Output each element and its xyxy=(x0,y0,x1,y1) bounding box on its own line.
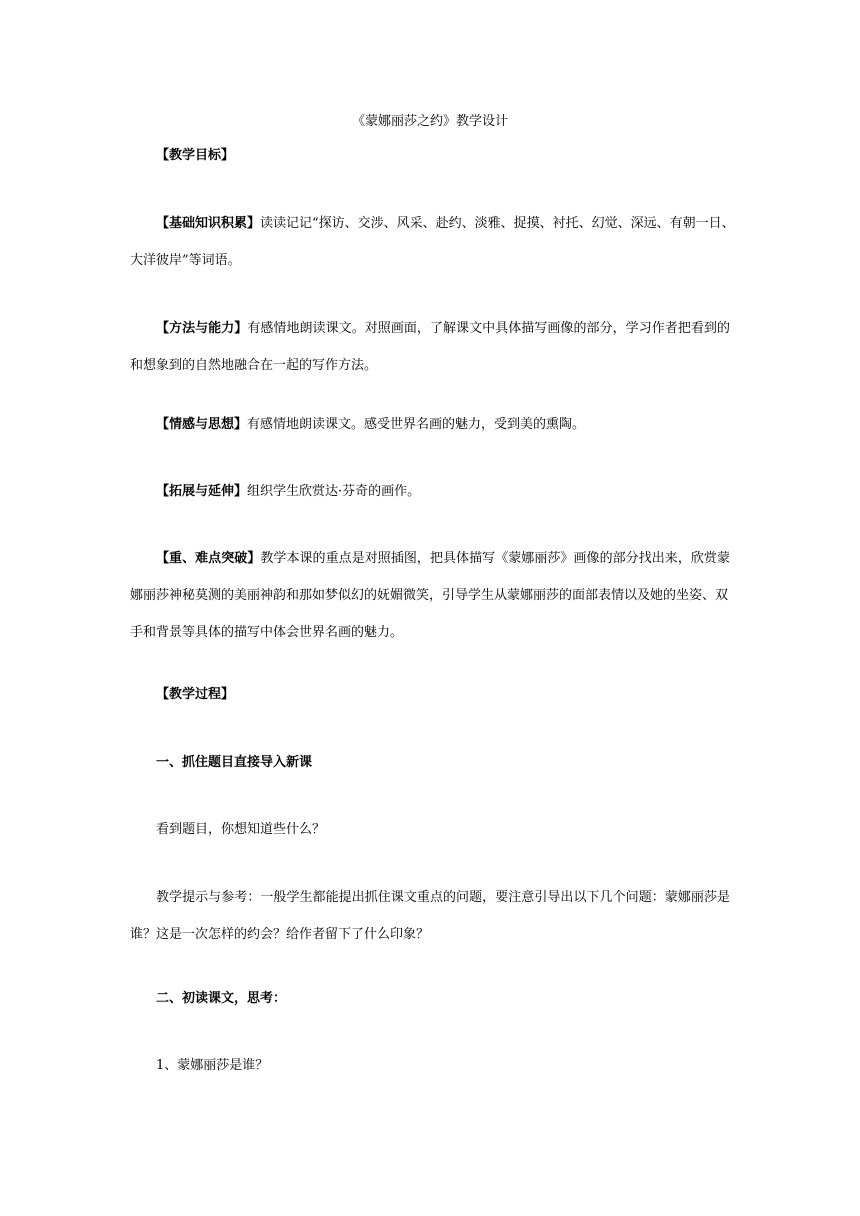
key-points-text-1: 教学本课的重点是对照插图，把具体描写《蒙娜丽莎》画像的部分找出来，欣赏蒙 xyxy=(260,551,730,566)
emotion-thought-label: 【情感与思想】 xyxy=(156,417,248,432)
method-ability-paragraph xyxy=(130,310,730,384)
key-points-text-3: 手和背景等具体的描写中体会世界名画的魅力。 xyxy=(130,625,404,640)
method-ability-first-line xyxy=(130,310,730,347)
basic-knowledge-first-line xyxy=(130,205,735,242)
basic-knowledge-paragraph xyxy=(130,205,735,279)
key-points-label: 【重、难点突破】 xyxy=(156,551,261,566)
section-2-heading: 二、初读课文，思考： xyxy=(156,991,287,1006)
emotion-thought-paragraph xyxy=(130,415,756,435)
key-points-first-line xyxy=(130,540,730,577)
extension-label: 【拓展与延伸】 xyxy=(156,484,248,499)
basic-knowledge-text-2: 大洋彼岸”等词语。 xyxy=(130,253,241,268)
basic-knowledge-label: 【基础知识积累】 xyxy=(156,216,261,231)
section-1-tip-text-1: 教学提示与参考：一般学生都能提出抓住课文重点的问题，要注意引导出以下几个问题：蒙娜丽莎是 xyxy=(156,890,730,905)
extension-paragraph xyxy=(130,482,756,502)
basic-knowledge-text-1: 读读记记“探访、交涉、风采、赴约、淡雅、捉摸、衬托、幻觉、深远、有朝一日、 xyxy=(260,216,735,231)
method-ability-text-2: 和想象到的自然地融合在一起的写作方法。 xyxy=(130,358,378,373)
process-heading: 【教学过程】 xyxy=(156,687,235,702)
objectives-heading: 【教学目标】 xyxy=(156,148,235,163)
section-2-item-1: 1、蒙娜丽莎是谁？ xyxy=(156,1058,269,1073)
section-1-question: 看到题目，你想知道些什么？ xyxy=(156,822,326,837)
emotion-thought-text: 有感情地朗读课文。感受世界名画的魅力，受到美的熏陶。 xyxy=(247,417,586,432)
section-1-tip-text-2: 谁？这是一次怎样的约会？给作者留下了什么印象？ xyxy=(130,927,430,942)
key-points-paragraph xyxy=(130,540,730,651)
extension-text: 组织学生欣赏达·芬奇的画作。 xyxy=(247,484,421,499)
document-title: 《蒙娜丽莎之约》教学设计 xyxy=(351,114,508,129)
method-ability-text-1: 有感情地朗读课文。对照画面，了解课文中具体描写画像的部分，学习作者把看到的 xyxy=(247,321,730,336)
section-1-tip-paragraph xyxy=(130,879,730,953)
section-1-heading: 一、抓住题目直接导入新课 xyxy=(156,755,313,770)
key-points-text-2: 娜丽莎神秘莫测的美丽神韵和那如梦似幻的妩媚微笑，引导学生从蒙娜丽莎的面部表情以及她的坐姿、双 xyxy=(130,588,729,603)
method-ability-label: 【方法与能力】 xyxy=(156,321,248,336)
